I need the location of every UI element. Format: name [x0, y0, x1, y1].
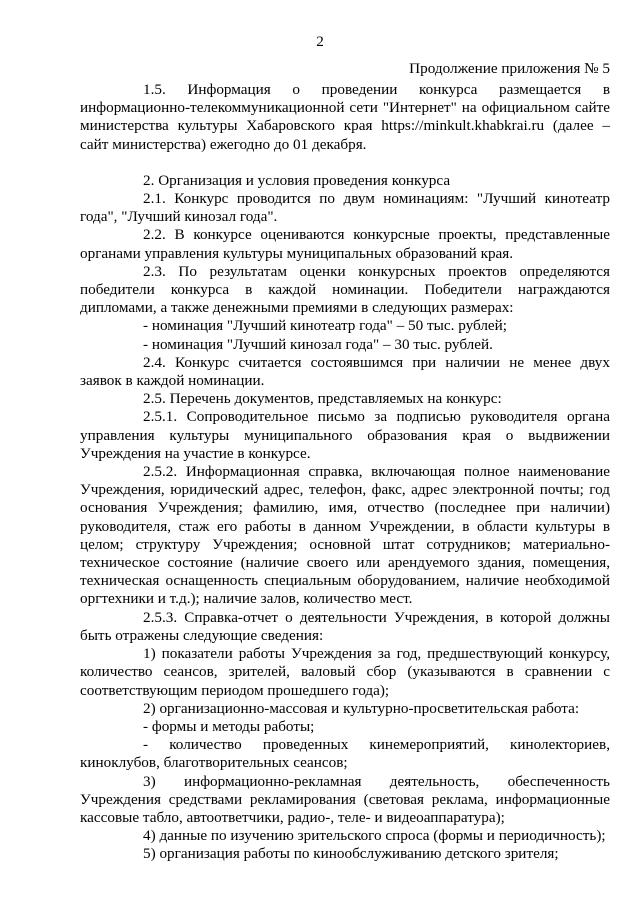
paragraph-1-5: 1.5. Информация о проведении конкурса размещается в информационно-телекоммуникационной сети "Интернет" на официальном сайте министерства культуры Хабаровского края https://minkult.khabkrai.ru (далее – сайт министерства) ежегодно до 01 декабря.	[80, 81, 610, 153]
paragraph-2-5-2: 2.5.2. Информационная справка, включающая полное наименование Учреждения, юридический адрес, телефон, факс, адрес электронной почты; год основания Учреждения; фамилию, имя, отчество (последнее при наличии) руководителя, стаж его работы в данном Учреждении, в области культуры в целом; структуру Учреждения; основной штат сотрудников; материально-техническое состояние (наличие своего или арендуемого здания, помещения, техническая оснащенность специальным оборудованием, наличие необходимой оргтехники и т.д.); наличие залов, количество мест.	[80, 463, 610, 608]
list-item-1: 1) показатели работы Учреждения за год, предшествующий конкурсу, количество сеансов, зрителей, валовый сбор (указываются в сравнении с соответствующим периодом прошедшего года);	[80, 645, 610, 699]
paragraph-2-5: 2.5. Перечень документов, представляемых на конкурс:	[143, 390, 502, 408]
section-heading-2: 2. Организация и условия проведения конкурса	[143, 171, 451, 189]
page-number: 2	[316, 33, 324, 50]
running-header: Продолжение приложения № 5	[409, 60, 610, 77]
list-subitem-events: - количество проведенных кинемероприятий, кинолекториев, киноклубов, благотворительных сеансов;	[80, 736, 610, 772]
list-subitem-forms: - формы и методы работы;	[143, 717, 315, 735]
paragraph-2-5-3: 2.5.3. Справка-отчет о деятельности Учреждения, в которой должны быть отражены следующие сведения:	[80, 608, 610, 644]
paragraph-2-3: 2.3. По результатам оценки конкурсных проектов определяются победители конкурса в каждой номинации. Победители награждаются дипломами, а также денежными премиями в следующих размерах:	[80, 262, 610, 317]
prize-item-cinema: - номинация "Лучший кинотеатр года" – 50 тыс. рублей;	[143, 317, 508, 335]
paragraph-2-4: 2.4. Конкурс считается состоявшимся при наличии не менее двух заявок в каждой номинации.	[80, 353, 610, 390]
list-item-5: 5) организация работы по кинообслуживанию детского зрителя;	[143, 845, 559, 863]
list-item-2: 2) организационно-массовая и культурно-просветительская работа:	[143, 699, 580, 717]
paragraph-2-1: 2.1. Конкурс проводится по двум номинациям: "Лучший кинотеатр года", "Лучший кинозал года".	[80, 190, 610, 226]
paragraph-2-2: 2.2. В конкурсе оцениваются конкурсные проекты, представленные органами управления культуры муниципальных образований края.	[80, 226, 610, 262]
paragraph-2-5-1: 2.5.1. Сопроводительное письмо за подписью руководителя органа управления культуры муниципального образования края о выдвижении Учреждения на участие в конкурсе.	[80, 408, 610, 462]
list-item-3: 3) информационно-рекламная деятельность, обеспеченность Учреждения средствами рекламирования (световая реклама, информационные кассовые табло, автоответчики, радио-, теле- и видеоаппаратура);	[80, 772, 610, 826]
list-item-4: 4) данные по изучению зрительского спроса (формы и периодичность);	[143, 827, 606, 845]
document-body	[80, 81, 610, 864]
prize-item-hall: - номинация "Лучший кинозал года" – 30 тыс. рублей.	[143, 335, 493, 353]
